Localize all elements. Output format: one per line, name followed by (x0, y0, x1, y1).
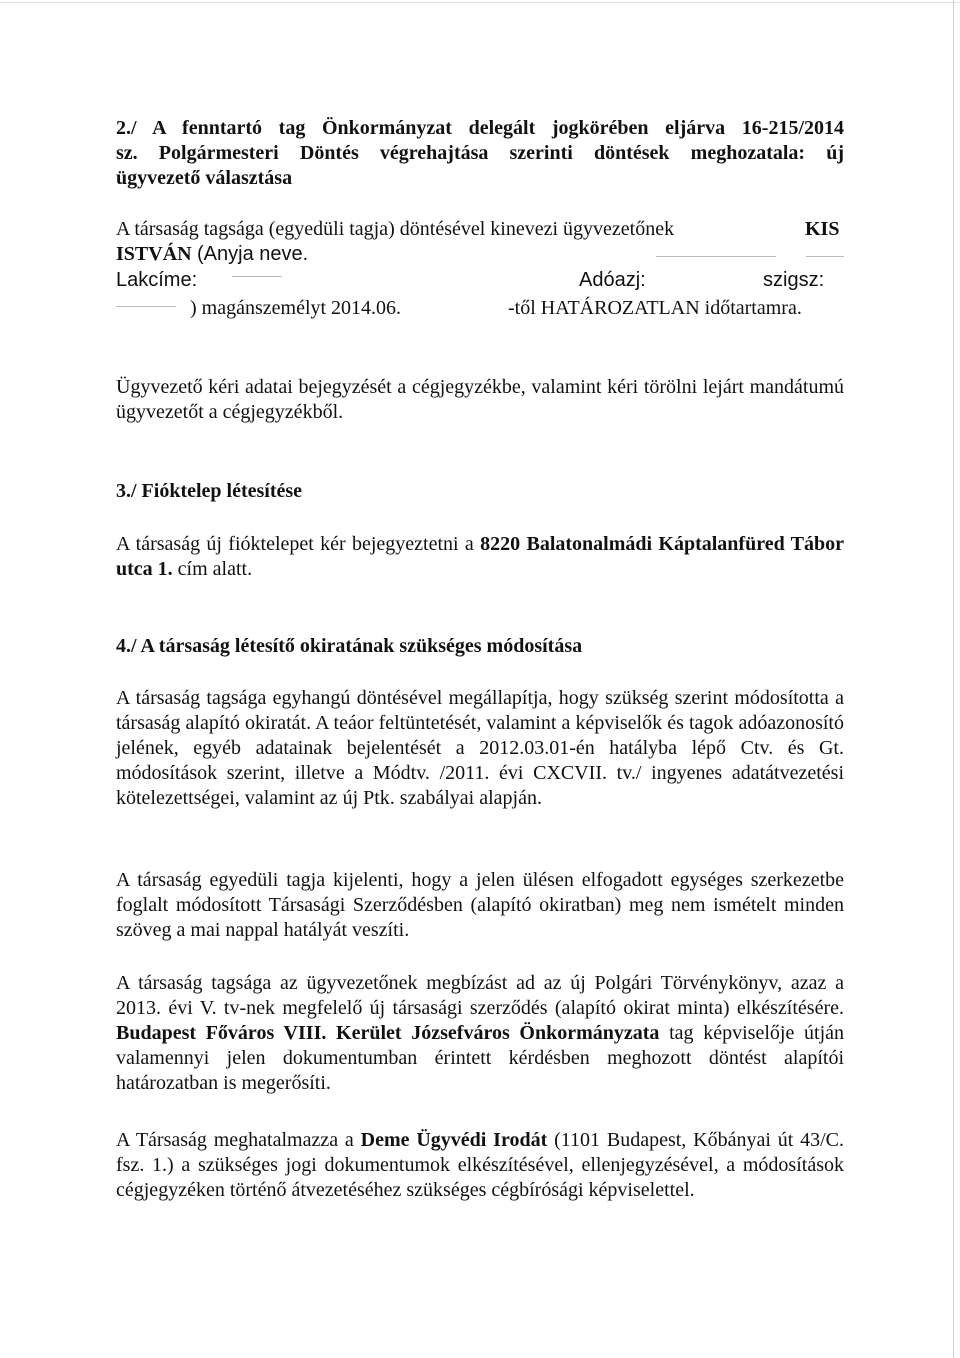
section-2-paragraph-2: Ügyvezető kéri adatai bejegyzését a cégjegyzékbe, valamint kéri törölni lejárt mandátumú ügyvezetőt a cégjegyzékből. (116, 376, 844, 423)
appointment-line-2 (116, 242, 844, 267)
section-3-paragraph (116, 532, 844, 582)
section-4-paragraph-2: A társaság egyedüli tagja kijelenti, hogy a jelen ülésen elfogadott egységes szerkezetbe foglalt módosított Társasági Szerződésben (alapító okiratban) meg nem ismételt minden szöveg a mai nappal hatályát veszíti. (116, 869, 844, 941)
id-card-label: szigsz: (763, 269, 825, 291)
branch-text: A társaság új fióktelepet kér bejegyeztetni a (116, 533, 474, 555)
section-4-paragraph-4 (116, 1128, 844, 1203)
mother-name-label: (Anyja neve. (197, 243, 309, 265)
branch-address: 8220 Balatonalmádi Káptalanfüred Tábor utca 1. (116, 533, 845, 580)
tax-id-label: Adóazj: (579, 269, 646, 291)
authorization-text-end: (1101 Budapest, Kőbányai út 43/C. fsz. 1.) a szükséges jogi dokumentumok elkészítésével, ellenjegyzésével, a módosítások cégjegyzéken történő átvezetéséhez szükséges cégbírósági képviselettel. (116, 1129, 845, 1201)
heading-line: 2./ A fenntartó tag Önkormányzat delegált jogkörében eljárva 16-215/2014 (116, 117, 844, 139)
heading-line: sz. Polgármesteri Döntés végrehajtása szerinti döntések meghozatala: új (116, 142, 844, 164)
term-text: -től HATÁROZATLAN időtartamra. (508, 297, 802, 319)
appointment-text: A társaság tagsága (egyedüli tagja) döntésével kinevezi ügyvezetőnek (116, 218, 675, 240)
heading-line: ügyvezető választása (116, 167, 293, 189)
section-3-heading: 3./ Fióktelep létesítése (116, 480, 303, 502)
redaction-mark (116, 306, 176, 307)
section-4-paragraph-3 (116, 971, 844, 1096)
scan-edge-top (0, 2, 960, 3)
section-4-heading: 4./ A társaság létesítő okiratának szükséges módosítása (116, 635, 583, 657)
municipality-name: Budapest Főváros VIII. Kerület Józsefváros Önkormányzata (116, 1022, 660, 1044)
appointment-line-1 (116, 217, 844, 242)
redaction-mark (806, 256, 844, 257)
mandate-text-end: tag képviselője útján valamennyi jelen dokumentumban érintett kérdésben meghozott döntést alapítói határozatban is megerősíti. (116, 1022, 845, 1094)
redaction-mark (656, 256, 776, 257)
manager-given-name: ISTVÁN (116, 243, 192, 265)
appointment-line-4 (116, 296, 844, 321)
person-date: ) magánszemélyt 2014.06. (190, 297, 402, 319)
address-label: Lakcíme: (116, 269, 198, 291)
law-firm-name: Deme Ügyvédi Irodát (360, 1129, 548, 1151)
section-2-heading (116, 116, 844, 191)
manager-surname: KIS (805, 218, 840, 240)
branch-text-end: cím alatt. (177, 558, 253, 580)
appointment-line-3 (116, 268, 844, 293)
authorization-text: A Társaság meghatalmazza a (116, 1129, 354, 1151)
section-4-paragraph-1: A társaság tagsága egyhangú döntésével megállapítja, hogy szükség szerint módosította a társaság alapító okiratát. A teáor feltüntetését, valamint a képviselők és tagok adóazonosító jelének, egyéb adatainak bejelentését a 2012.03.01-én hatályba lépő Ctv. és Gt. módosítások szerint, illetve a Módtv. /2011. évi CXCVII. tv./ ingyenes adatátvezetési kötelezettségei, valamint az új Ptk. szabályai alapján. (116, 687, 844, 809)
redaction-mark (232, 276, 282, 277)
scan-edge-right (953, 0, 954, 1358)
mandate-text: A társaság tagsága az ügyvezetőnek megbízást ad az új Polgári Törvénykönyv, azaz a 2013. évi V. tv-nek megfelelő új társasági szerződés (alapító okirat minta) elkészítésére. (116, 972, 844, 1019)
